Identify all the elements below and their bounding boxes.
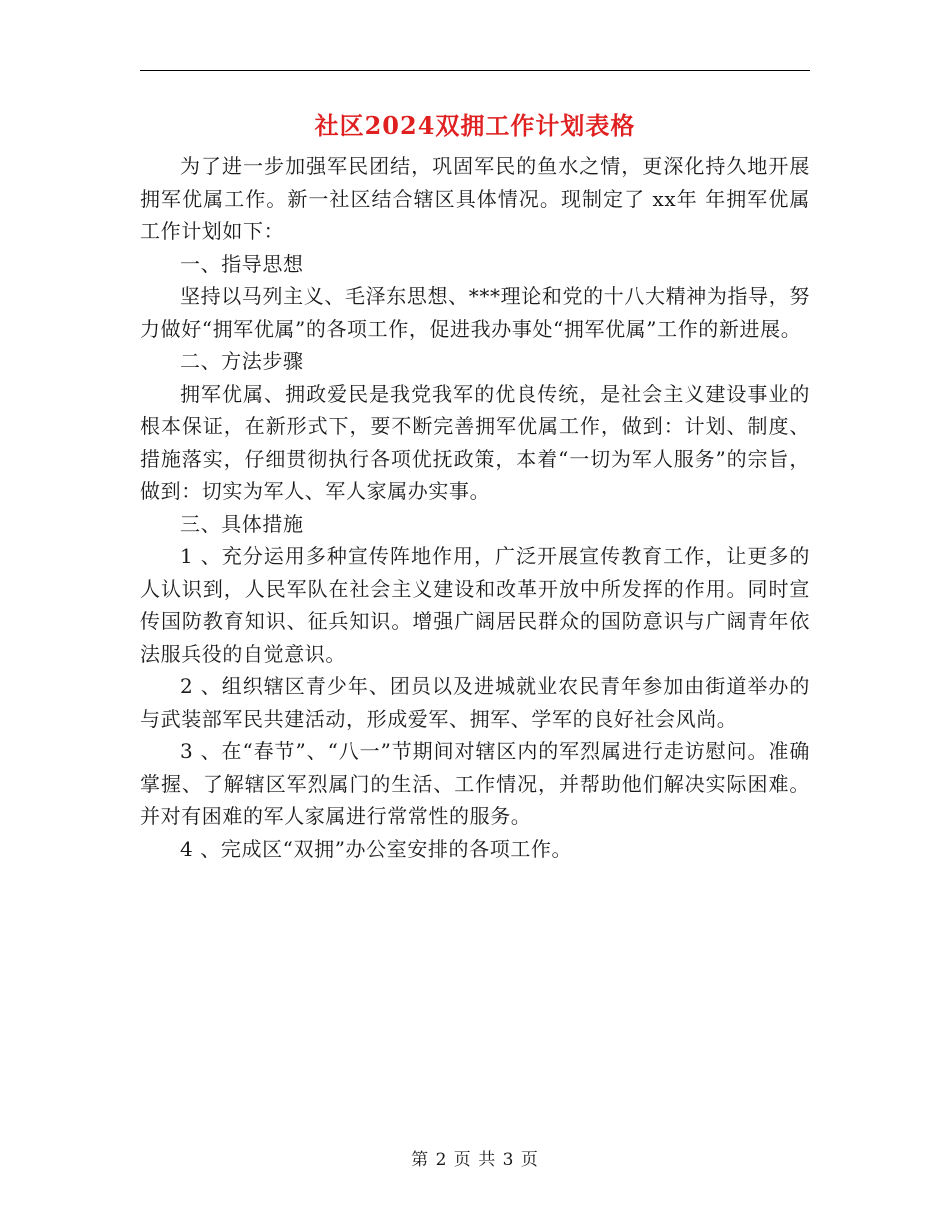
document-body <box>140 150 810 865</box>
measure-item-2: 2 、组织辖区青少年、团员以及进城就业农民青年参加由街道举办的与武装部军民共建活动，形成爱军、拥军、学军的良好社会风尚。 <box>140 674 810 731</box>
section-heading-methods: 二、方法步骤 <box>180 349 304 373</box>
intro-paragraph: 为了进一步加强军民团结，巩固军民的鱼水之情，更深化持久地开展拥军优属工作。新一社区结合辖区具体情况。现制定了 xx年 年拥军优属工作计划如下： <box>140 154 810 243</box>
page-number-footer: 第 2 页 共 3 页 <box>411 1150 539 1170</box>
methods-paragraph: 拥军优属、拥政爱民是我党我军的优良传统，是社会主义建设事业的根本保证，在新形式下，要不断完善拥军优属工作，做到：计划、制度、措施落实，仔细贯彻执行各项优抚政策，本着“一切为军人服务”的宗旨，做到：切实为军人、军人家属办实事。 <box>140 381 810 503</box>
section-heading-guiding-thought: 一、指导思想 <box>180 251 304 276</box>
section-heading-measures: 三、具体措施 <box>180 511 304 536</box>
measure-item-4: 4 、完成区“双拥”办公室安排的各项工作。 <box>180 836 573 861</box>
measure-item-3: 3 、在“春节”、“八一”节期间对辖区内的军烈属进行走访慰问。准确掌握、了解辖区军烈属门的生活、工作情况，并帮助他们解决实际困难。并对有困难的军人家属进行常常性的服务。 <box>140 739 810 828</box>
header-rule <box>140 70 810 71</box>
document-title: 社区2024双拥工作计划表格 <box>314 111 636 140</box>
guiding-thought-paragraph: 坚持以马列主义、毛泽东思想、***理论和党的十八大精神为指导，努力做好“拥军优属”的各项工作，促进我办事处“拥军优属”工作的新进展。 <box>140 284 810 341</box>
measure-item-1: 1 、充分运用多种宣传阵地作用，广泛开展宣传教育工作，让更多的人认识到，人民军队在社会主义建设和改革开放中所发挥的作用。同时宣传国防教育知识、征兵知识。增强广阔居民群众的国防意识与广阔青年依法服兵役的自觉意识。 <box>140 544 810 666</box>
